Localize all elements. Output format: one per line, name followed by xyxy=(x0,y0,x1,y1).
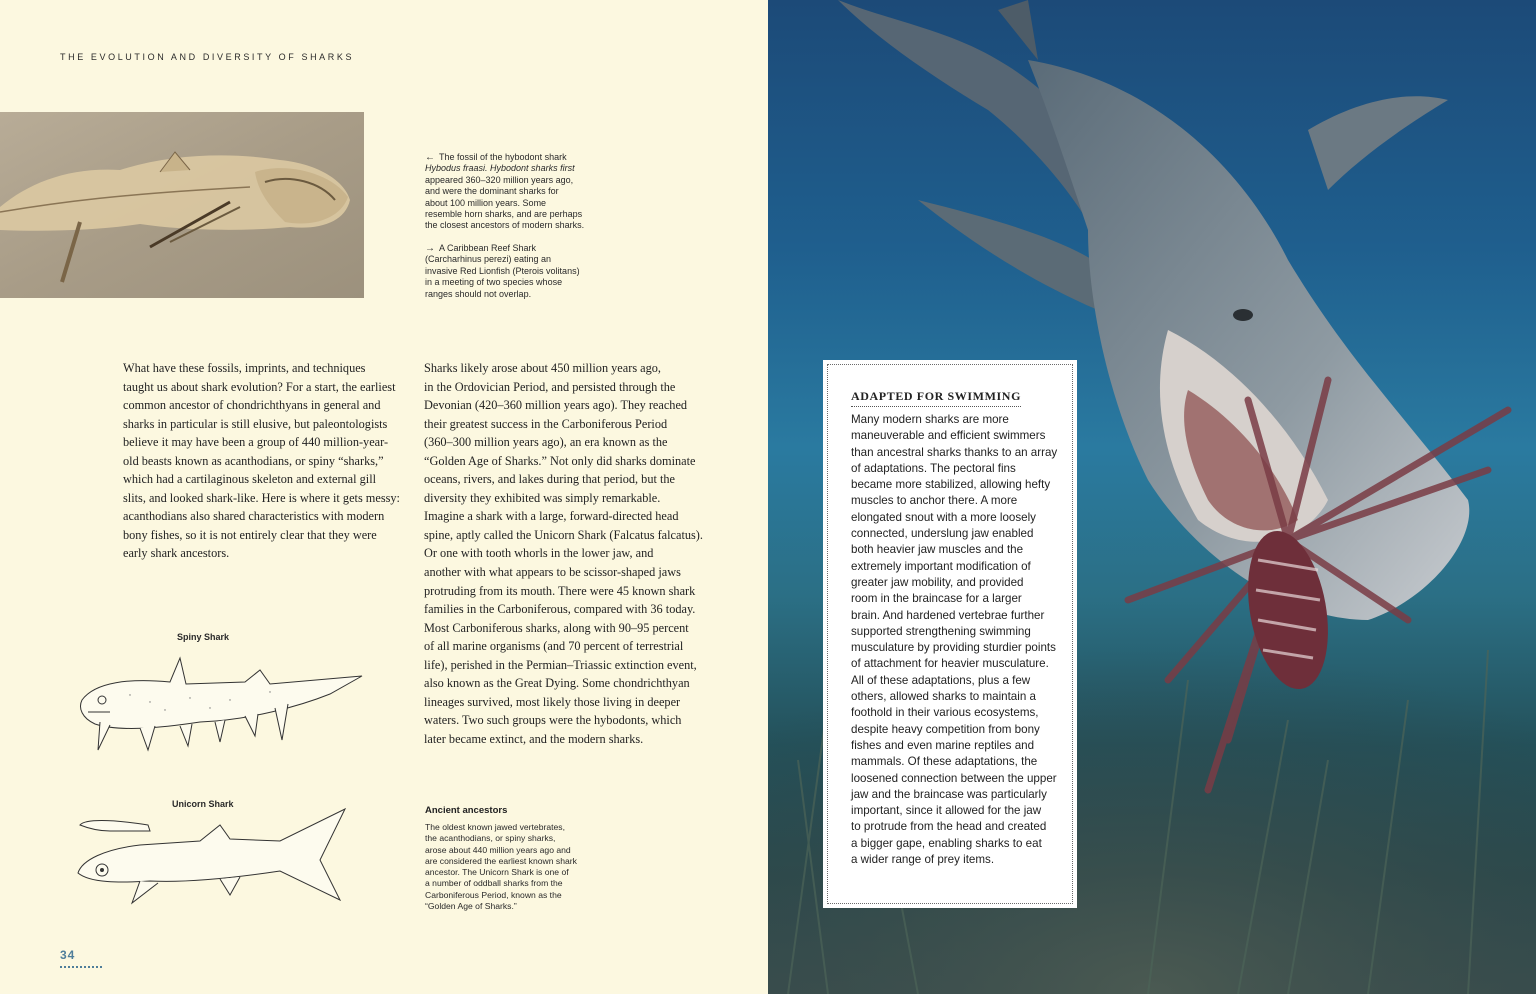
photo-caption: → A Caribbean Reef Shark (Carcharhinus perezi) eating an invasive Red Lionfish (Pterois volitans) in a meeting of two species whose ranges should not overlap. xyxy=(425,243,580,299)
spiny-shark-illustration xyxy=(70,650,370,760)
hybodont-fossil-image xyxy=(0,112,364,298)
ancient-ancestors-heading: Ancient ancestors xyxy=(425,805,508,816)
spiny-shark-label: Spiny Shark xyxy=(177,632,230,642)
body-column-2: Sharks likely arose about 450 million years ago, in the Ordovician Period, and persisted through the Devonian (420–360 million years ago). They reached their greatest success in the Carboniferous Period (360–300 million years ago), an era known as the “Golden Age of Sharks.” Not only did sharks dominate oceans, rivers, and lakes during that period, but the diversity they exhibited was simply remarkable. Imagine a shark with a large, forward-directed head spine, aptly called the Unicorn Shark (Falcatus falcatus). Or one with tooth whorls in the lower jaw, and another with what appears to be scissor-shaped jaws protruding from its mouth. There were 45 known shark families in the Carboniferous, compared with 36 today. Most Carboniferous sharks, along with 90–95 percent of all marine organisms (and 70 percent of terrestrial life), perished in the Permian–Triassic extinction event, also known as the Great Dying. Some chondrichthyan lineages survived, most likely those living in deeper waters. Two such groups were the hybodonts, which later became extinct, and the modern sharks. xyxy=(424,361,703,746)
unicorn-shark-illustration xyxy=(70,805,360,905)
adapted-for-swimming-sidebar xyxy=(823,360,1077,908)
sidebar-body: Many modern sharks are more maneuverable and efficient swimmers than ancestral sharks thanks to an array of adaptations. The pectoral fins became more stabilized, allowing hefty muscles to anchor there. A more elongated snout with a more loosely connected, underslung jaw enabled both heavier jaw muscles and the extremely important modification of greater jaw mobility, and provided room in the braincase for a larger brain. And hardened vertebrae further supported strengthening swimming musculature by providing sturdier points of attachment for heavier musculature. All of these adaptations, plus a few others, allowed sharks to maintain a foothold in their various ecosystems, despite heavy competition from bony fishes and even marine reptiles and mammals. Of these adaptations, the loosened connection between the upper jaw and the braincase was particularly important, since it allowed for the jaw to protrude from the head and created a bigger gape, enabling sharks to eat a wider range of prey items. xyxy=(851,413,1058,867)
right-arrow-icon: → xyxy=(425,243,435,254)
page-number: 34 xyxy=(60,948,76,962)
body-column-1: What have these fossils, imprints, and techniques taught us about shark evolution? For a start, the earliest common ancestor of chondrichthyans in general and sharks in particular is still elusive, but paleontologists believe it may have been a group of 440 million-year- old beasts known as acanthodians, or spiny “sharks,” which had a cartilaginous skeleton and external gill slits, and looked shark-like. Here is where it gets messy: acanthodians also shared characteristics with modern bony fishes, so it is not entirely clear that they were early shark ancestors. xyxy=(123,361,400,561)
fossil-caption: ← The fossil of the hybodont shark Hybodus fraasi. Hybodont sharks first appeared 360–320 million years ago, and were the dominant sharks for about 100 million years. Some resemble horn sharks, and are perhaps the closest ancestors of modern sharks. xyxy=(425,152,585,231)
left-arrow-icon: ← xyxy=(425,152,435,163)
unicorn-shark-label: Unicorn Shark xyxy=(172,799,234,809)
page-number-dots xyxy=(60,966,102,968)
running-head: THE EVOLUTION AND DIVERSITY OF SHARKS xyxy=(60,52,355,62)
right-page xyxy=(768,0,1536,994)
sidebar-border xyxy=(827,364,1073,904)
ancient-ancestors-text: The oldest known jawed vertebrates, the acanthodians, or spiny sharks, arose about 440 million years ago and are considered the earliest known shark ancestor. The Unicorn Shark is one of a number of oddball sharks from the Carboniferous Period, known as the “Golden Age of Sharks.” xyxy=(425,822,577,912)
sidebar-title: ADAPTED FOR SWIMMING xyxy=(851,389,1021,407)
